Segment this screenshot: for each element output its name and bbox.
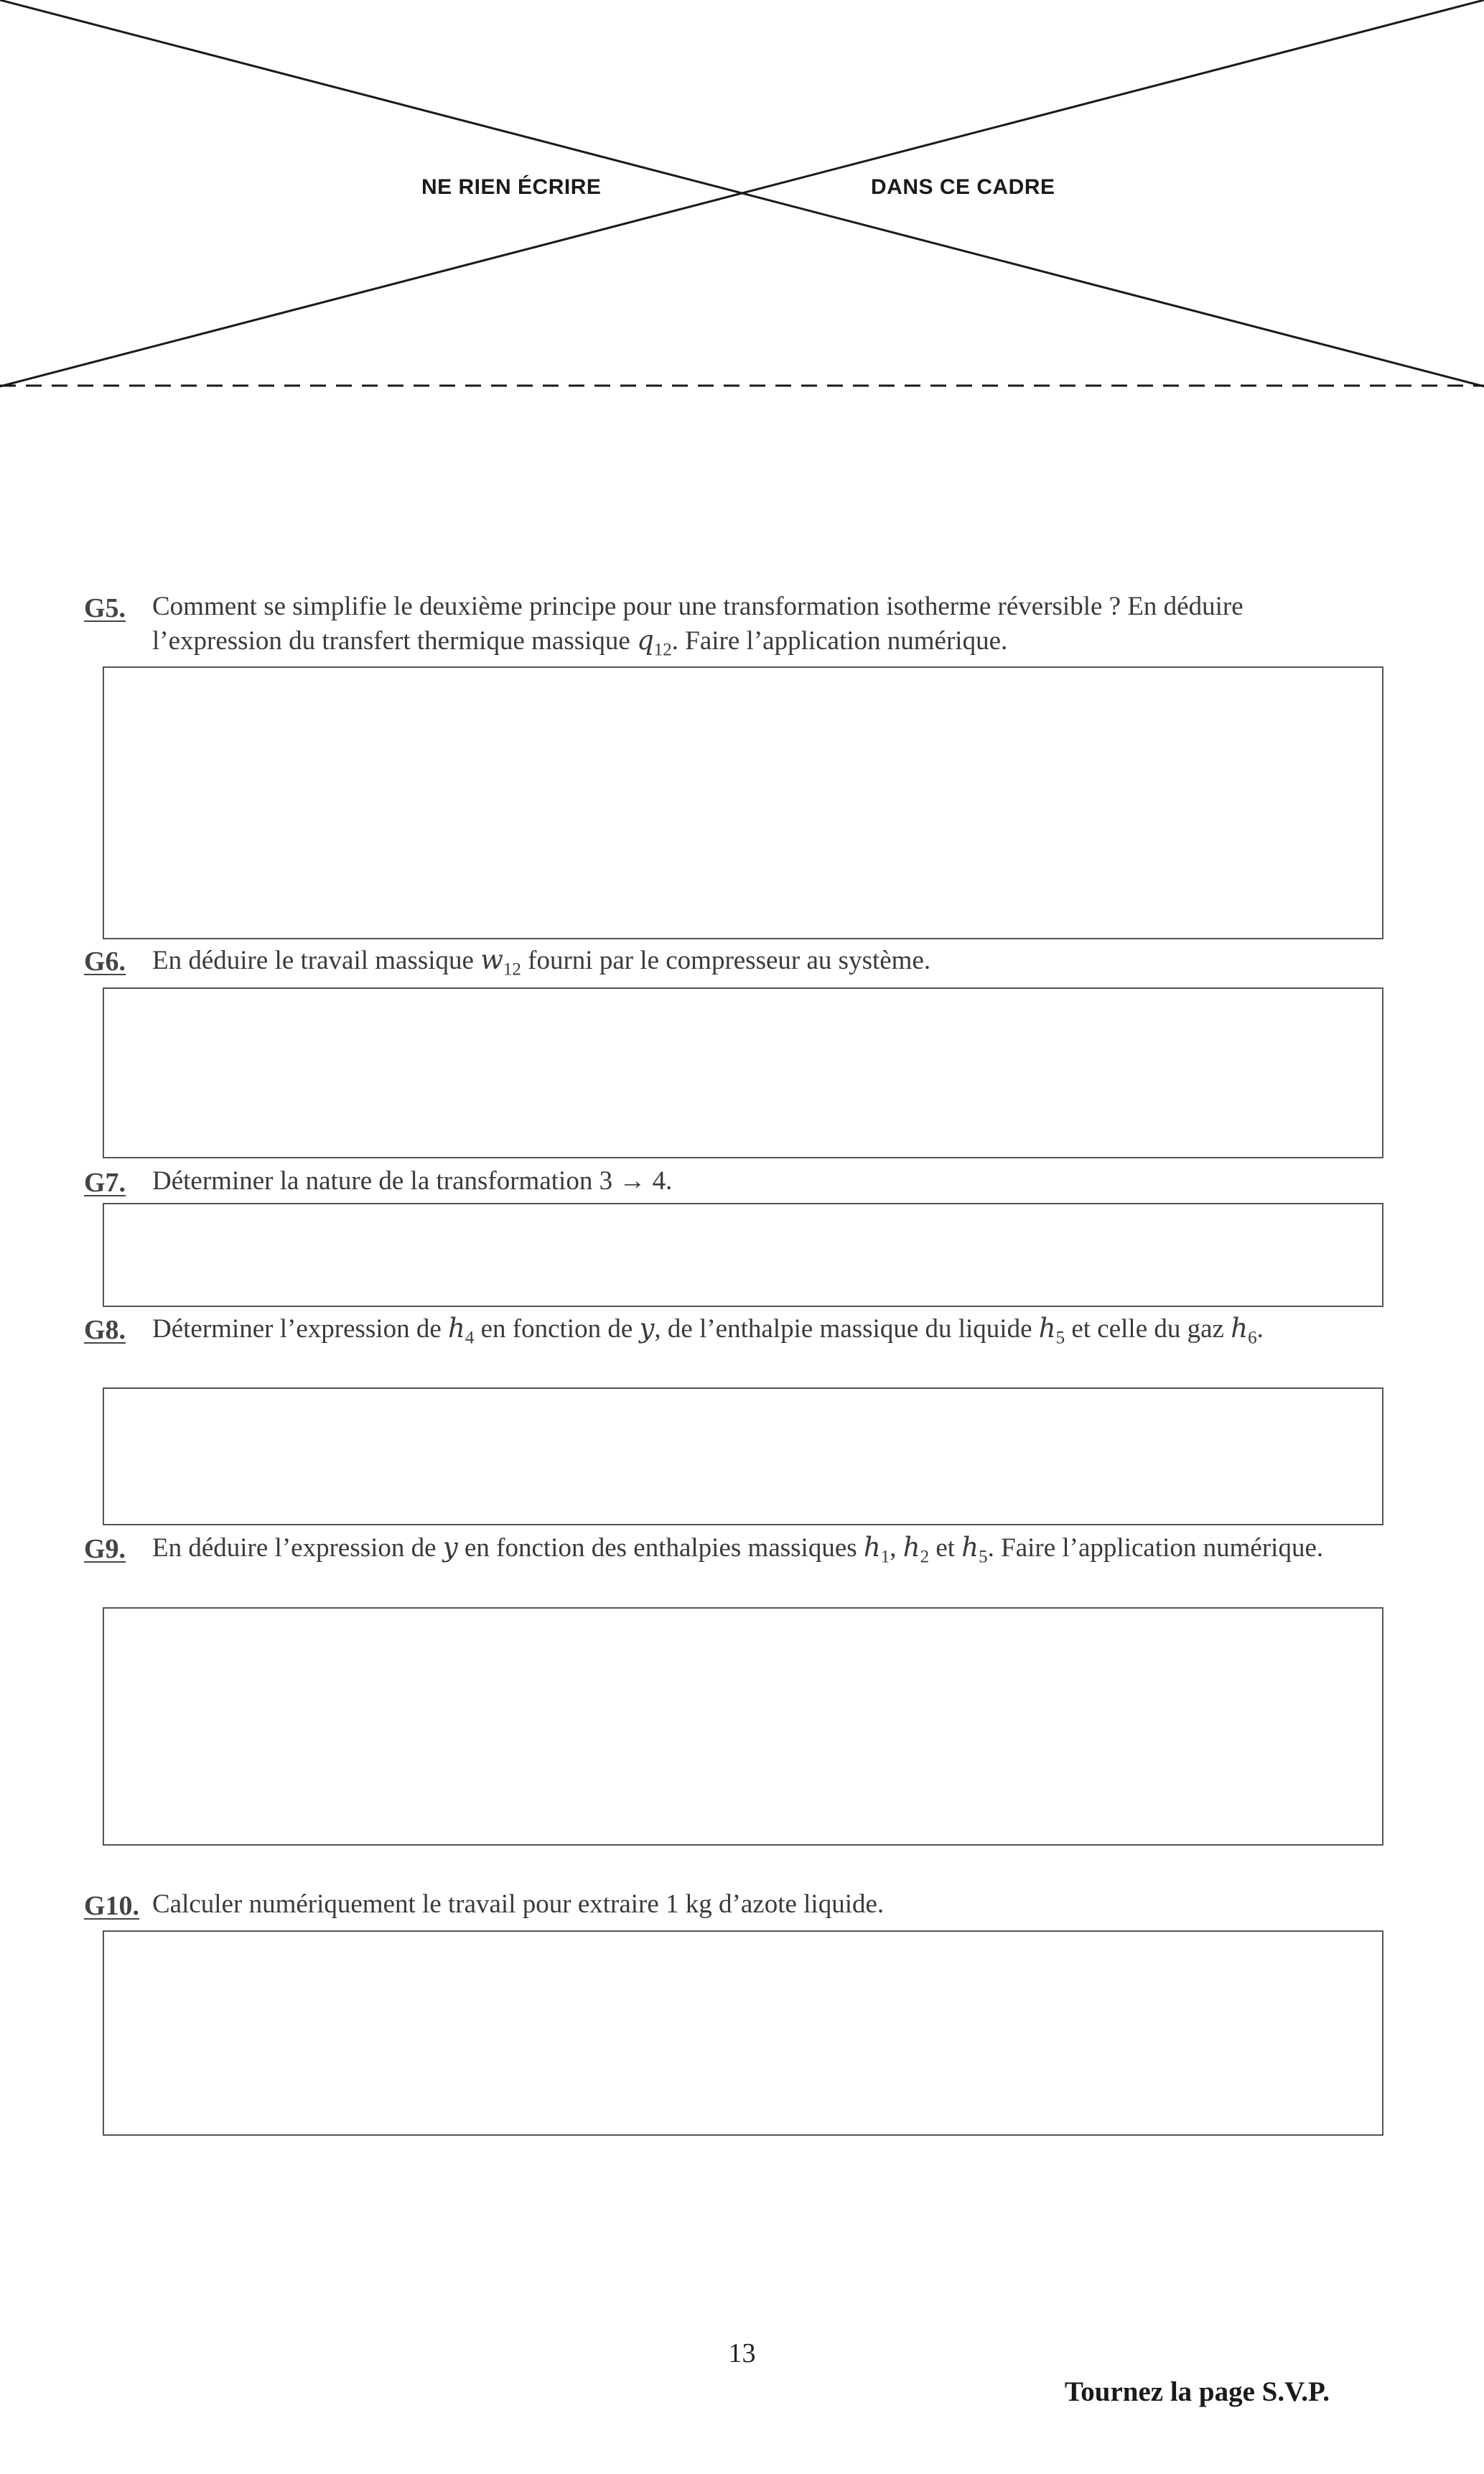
question-text-g7: Déterminer la nature de la transformation 3 → 4.	[152, 1166, 673, 1196]
question-text-g10: Calculer numériquement le travail pour extraire 1 kg d’azote liquide.	[152, 1889, 885, 1919]
question-text-g5: Comment se simplifie le deuxième principe pour une transformation isotherme réversible ? En déduire l’expression du transfert thermique massique $q_{12}$. Faire l’application numérique.	[152, 592, 1243, 660]
answer-box-g10[interactable]	[103, 1930, 1383, 2136]
no-write-zone	[0, 0, 1484, 391]
answer-box-g9[interactable]	[103, 1607, 1383, 1846]
question-text-g9: En déduire l’expression de y en fonction des enthalpies massiques $h_1$, $h_2$ et $h_5$. Faire l’application numérique.	[152, 1532, 1324, 1567]
answer-box-g7[interactable]	[103, 1203, 1383, 1307]
answer-box-g8[interactable]	[103, 1387, 1383, 1525]
question-text-g8: Déterminer l’expression de $h_4$ en fonction de y, de l’enthalpie massique du liquide $h_5$ et celle du gaz $h_6$.	[152, 1313, 1264, 1348]
question-label-g9: G9.	[84, 1534, 126, 1564]
question-label-g10: G10.	[84, 1891, 140, 1921]
answer-box-g6[interactable]	[103, 987, 1383, 1158]
header-left-text: NE RIEN ÉCRIRE	[421, 175, 602, 199]
answer-box-g5[interactable]	[103, 666, 1383, 939]
question-label-g8: G8.	[84, 1315, 126, 1345]
question-label-g6: G6.	[84, 947, 126, 977]
question-label-g7: G7.	[84, 1168, 126, 1198]
question-text-g6: En déduire le travail massique $w_{12}$ fourni par le compresseur au système.	[152, 944, 931, 980]
page-number: 13	[728, 2338, 756, 2368]
turn-page-note: Tournez la page S.V.P.	[1064, 2376, 1330, 2407]
question-label-g5: G5.	[84, 593, 126, 623]
header-right-text: DANS CE CADRE	[871, 175, 1055, 199]
